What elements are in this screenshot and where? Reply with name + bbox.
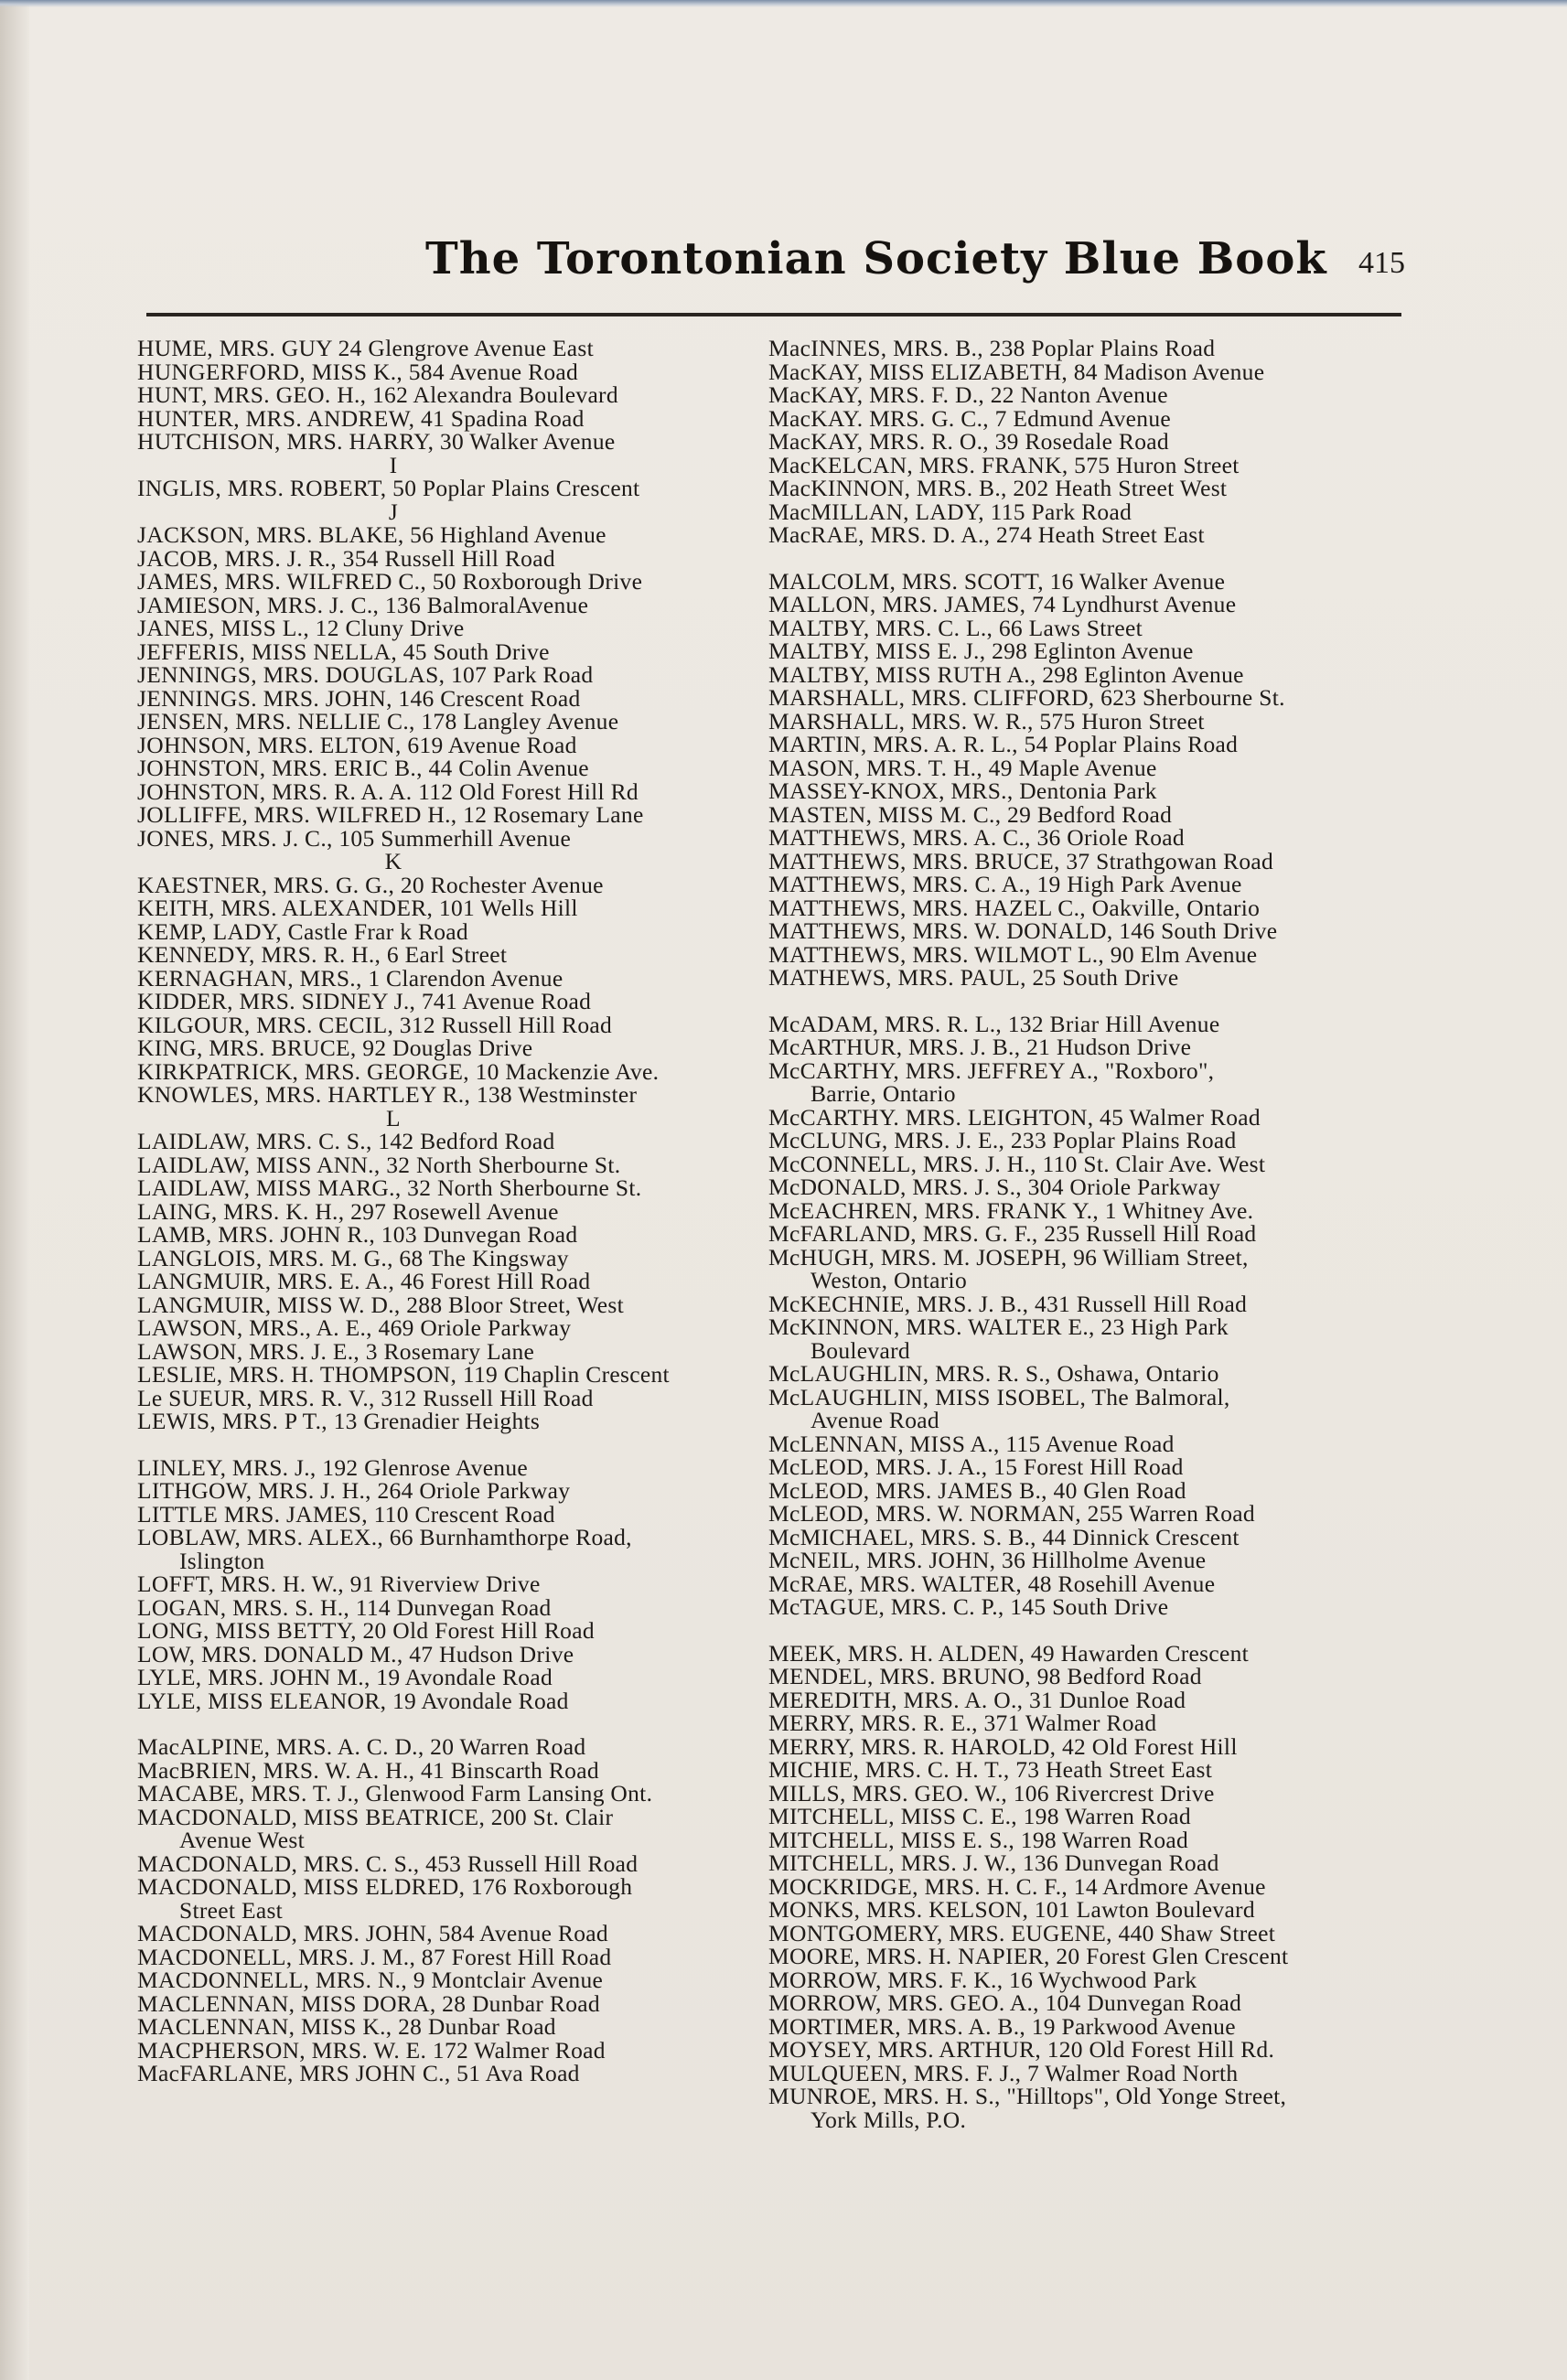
directory-entry: JOLLIFFE, MRS. WILFRED H., 12 Rosemary Lane [137,801,644,828]
directory-entry: MACDONALD, MISS ELDRED, 176 Roxborough [137,1873,633,1900]
directory-entry: JONES, MRS. J. C., 105 Summerhill Avenue [137,824,572,852]
directory-entry: MORTIMER, MRS. A. B., 19 Parkwood Avenue [768,2012,1236,2040]
directory-entry: MACABE, MRS. T. J., Glenwood Farm Lansing Ont. [137,1780,653,1806]
directory-entry: MACDONALD, MRS. C. S., 453 Russell Hill Road [137,1849,639,1877]
directory-entry: MALLON, MRS. JAMES, 74 Lyndhurst Avenue [768,591,1237,617]
running-title: The Torontonian Society Blue Book [425,233,1327,284]
directory-entry: MALTBY, MISS E. J., 298 Eglinton Avenue [768,638,1194,664]
directory-entry: MERRY, MRS. R. E., 371 Walmer Road [768,1710,1157,1736]
section-gap [137,1712,778,1735]
directory-entry: MATHEWS, MRS. PAUL, 25 South Drive [768,964,1179,991]
directory-entry: McMICHAEL, MRS. S. B., 44 Dinnick Crescent [768,1523,1240,1550]
directory-entry: MOORE, MRS. H. NAPIER, 20 Forest Glen Crescent [768,1943,1289,1969]
directory-entry: MITCHELL, MRS. J. W., 136 Dunvegan Road [768,1849,1219,1876]
directory-entry: MALTBY, MISS RUTH A., 298 Eglinton Avenue [768,660,1244,688]
directory-entry: KERNAGHAN, MRS., 1 Clarendon Avenue [137,964,563,992]
directory-entry: McLAUGHLIN, MRS. R. S., Oshawa, Ontario [768,1360,1219,1387]
directory-entry: HUNTER, MRS. ANDREW, 41 Spadina Road [137,404,585,432]
directory-entry: LOGAN, MRS. S. H., 114 Dunvegan Road [137,1593,552,1621]
directory-entry: LITTLE MRS. JAMES, 110 Crescent Road [137,1500,555,1528]
directory-entry: MONTGOMERY, MRS. EUGENE, 440 Shaw Street [768,1919,1276,1946]
directory-entry: LONG, MISS BETTY, 20 Old Forest Hill Road [137,1617,595,1644]
directory-entry: MacMILLAN, LADY, 115 Park Road [768,498,1132,525]
directory-entry: MORROW, MRS. F. K., 16 Wychwood Park [768,1966,1197,1993]
section-letter: J [388,498,399,525]
directory-entry: HUNGERFORD, MISS K., 584 Avenue Road [137,358,579,385]
directory-entry: KENNEDY, MRS. R. H., 6 Earl Street [137,941,508,968]
directory-entry: MATTHEWS, MRS. C. A., 19 High Park Avenue [768,871,1242,897]
directory-entry: JOHNSON, MRS. ELTON, 619 Avenue Road [137,731,577,758]
directory-entry: MacFARLANE, MRS JOHN C., 51 Ava Road [137,2060,580,2086]
directory-entry: McTAGUE, MRS. C. P., 145 South Drive [768,1593,1169,1620]
directory-entry-continuation: Boulevard [810,1336,910,1364]
directory-entry: LOFFT, MRS. H. W., 91 Riverview Drive [137,1571,541,1597]
directory-entry: MACDONELL, MRS. J. M., 87 Forest Hill Road [137,1943,612,1970]
directory-entry: MONKS, MRS. KELSON, 101 Lawton Boulevard [768,1896,1255,1923]
directory-entry: KEITH, MRS. ALEXANDER, 101 Wells Hill [137,895,578,921]
directory-entry-continuation: Islington [179,1547,265,1574]
directory-entry: McFARLAND, MRS. G. F., 235 Russell Hill Road [768,1220,1257,1247]
directory-entry: MARSHALL, MRS. CLIFFORD, 623 Sherbourne St. [768,684,1285,711]
directory-entry: KEMP, LADY, Castle Frar k Road [137,917,468,945]
directory-entry: JOHNSTON, MRS. R. A. A. 112 Old Forest Hill Rd [137,777,639,805]
section-gap [768,1619,1427,1642]
directory-entry: HUNT, MRS. GEO. H., 162 Alexandra Boulevard [137,381,618,408]
directory-entry: MUNROE, MRS. H. S., "Hilltops", Old Yonge Street, [768,2083,1287,2109]
directory-entry: McLAUGHLIN, MISS ISOBEL, The Balmoral, [768,1383,1230,1410]
directory-entry-continuation: Weston, Ontario [810,1267,967,1293]
directory-entry: JAMIESON, MRS. J. C., 136 BalmoralAvenue [137,591,589,618]
directory-entry-continuation: York Mills, P.O. [810,2106,967,2133]
directory-entry: JACOB, MRS. J. R., 354 Russell Hill Road [137,544,555,572]
directory-entry-continuation: Avenue West [179,1827,305,1853]
directory-entry: LAIDLAW, MRS. C. S., 142 Bedford Road [137,1128,555,1154]
directory-entry: MERRY, MRS. R. HAROLD, 42 Old Forest Hill [768,1732,1238,1760]
directory-entry: MacALPINE, MRS. A. C. D., 20 Warren Road [137,1733,586,1760]
directory-entry: MARTIN, MRS. A. R. L., 54 Poplar Plains Road [768,731,1239,757]
directory-entry: KNOWLES, MRS. HARTLEY R., 138 Westminster [137,1081,638,1108]
directory-entry: MacKAY. MRS. G. C., 7 Edmund Avenue [768,404,1172,432]
directory-entry: MATTHEWS, MRS. A. C., 36 Oriole Road [768,824,1185,851]
directory-entry-continuation: Avenue Road [810,1407,939,1433]
directory-entry: MULQUEEN, MRS. F. J., 7 Walmer Road North [768,2059,1239,2086]
directory-entry: MASTEN, MISS M. C., 29 Bedford Road [768,800,1173,828]
directory-entry: MACLENNAN, MISS K., 28 Dunbar Road [137,2013,556,2040]
directory-entry: LEWIS, MRS. P T., 13 Grenadier Heights [137,1408,541,1434]
directory-entry: McLEOD, MRS. W. NORMAN, 255 Warren Road [768,1500,1255,1527]
directory-entry: MENDEL, MRS. BRUNO, 98 Bedford Road [768,1663,1202,1689]
directory-entry: MARSHALL, MRS. W. R., 575 Huron Street [768,707,1205,734]
directory-entry: McLEOD, MRS. JAMES B., 40 Glen Road [768,1476,1186,1504]
section-letter: K [384,848,402,874]
section-gap [768,547,1427,570]
directory-entry: JACKSON, MRS. BLAKE, 56 Highland Avenue [137,521,606,548]
directory-entry: MICHIE, MRS. C. H. T., 73 Heath Street East [768,1756,1213,1783]
directory-entry: LAIDLAW, MISS ANN., 32 North Sherbourne St. [137,1151,621,1178]
directory-entry: MacBRIEN, MRS. W. A. H., 41 Binscarth Road [137,1756,599,1784]
section-letter: I [389,451,398,478]
directory-entry: KIDDER, MRS. SIDNEY J., 741 Avenue Road [137,988,592,1014]
directory-entry: MacKINNON, MRS. B., 202 Heath Street West [768,475,1228,501]
directory-entry: MASON, MRS. T. H., 49 Maple Avenue [768,754,1157,781]
page-header [137,224,1418,306]
directory-entry: LESLIE, MRS. H. THOMPSON, 119 Chaplin Crescent [137,1361,670,1388]
directory-entry: McLENNAN, MISS A., 115 Avenue Road [768,1430,1175,1457]
directory-entry: JOHNSTON, MRS. ERIC B., 44 Colin Avenue [137,755,589,781]
directory-entry: KIRKPATRICK, MRS. GEORGE, 10 Mackenzie Ave. [137,1057,660,1085]
directory-entry: MacRAE, MRS. D. A., 274 Heath Street East [768,521,1205,548]
directory-entry: MACDONNELL, MRS. N., 9 Montclair Avenue [137,1967,604,1993]
directory-entry: LAMB, MRS. JOHN R., 103 Dunvegan Road [137,1221,578,1248]
directory-entry: McKECHNIE, MRS. J. B., 431 Russell Hill Road [768,1290,1248,1317]
directory-entry: LANGMUIR, MRS. E. A., 46 Forest Hill Road [137,1268,591,1294]
directory-entry: MATTHEWS, MRS. HAZEL C., Oakville, Ontario [768,894,1261,921]
directory-entry: LINLEY, MRS. J., 192 Glenrose Avenue [137,1453,529,1481]
directory-entry: McCONNELL, MRS. J. H., 110 St. Clair Ave. West [768,1150,1266,1177]
directory-entry: HUME, MRS. GUY 24 Glengrove Avenue East [137,335,594,361]
directory-entry: McDONALD, MRS. J. S., 304 Oriole Parkway [768,1174,1221,1200]
directory-entry: KAESTNER, MRS. G. G., 20 Rochester Avenue [137,871,604,898]
directory-entry: JENSEN, MRS. NELLIE C., 178 Langley Avenue [137,708,619,734]
directory-entry: Le SUEUR, MRS. R. V., 312 Russell Hill Road [137,1384,594,1411]
directory-entry: MASSEY-KNOX, MRS., Dentonia Park [768,777,1157,804]
directory-entry: LAWSON, MRS., A. E., 469 Oriole Parkway [137,1314,572,1341]
directory-entry: JENNINGS, MRS. DOUGLAS, 107 Park Road [137,661,594,688]
directory-entry: MILLS, MRS. GEO. W., 106 Rivercrest Drive [768,1779,1215,1806]
directory-entry-continuation: Barrie, Ontario [810,1080,956,1107]
directory-entry: McRAE, MRS. WALTER, 48 Rosehill Avenue [768,1570,1216,1597]
directory-entry: MacKAY, MRS. R. O., 39 Rosedale Road [768,428,1169,455]
directory-entry: MITCHELL, MISS E. S., 198 Warren Road [768,1826,1189,1853]
directory-entry: JENNINGS. MRS. JOHN, 146 Crescent Road [137,684,581,712]
directory-column-left [137,337,778,2085]
directory-entry: MACPHERSON, MRS. W. E. 172 Walmer Road [137,2036,606,2064]
directory-entry: LAING, MRS. K. H., 297 Rosewell Avenue [137,1197,559,1225]
page-number: 415 [1358,246,1405,280]
directory-entry: LAIDLAW, MISS MARG., 32 North Sherbourne St. [137,1174,642,1201]
directory-entry: MEREDITH, MRS. A. O., 31 Dunloe Road [768,1686,1186,1713]
directory-entry-continuation: Street East [179,1896,284,1924]
page-top-edge [0,0,1567,7]
directory-entry: McADAM, MRS. R. L., 132 Briar Hill Avenue [768,1010,1220,1037]
directory-entry: LITHGOW, MRS. J. H., 264 Oriole Parkway [137,1477,571,1504]
section-letter: L [386,1104,401,1131]
directory-entry: MEEK, MRS. H. ALDEN, 49 Hawarden Crescent [768,1639,1250,1667]
directory-entry: MacKAY, MISS ELIZABETH, 84 Madison Avenue [768,358,1265,385]
directory-entry: MACLENNAN, MISS DORA, 28 Dunbar Road [137,1989,600,2017]
directory-entry: LOW, MRS. DONALD M., 47 Hudson Drive [137,1640,574,1667]
directory-entry: INGLIS, MRS. ROBERT, 50 Poplar Plains Crescent [137,475,640,501]
directory-entry: McKINNON, MRS. WALTER E., 23 High Park [768,1313,1229,1340]
directory-entry: MORROW, MRS. GEO. A., 104 Dunvegan Road [768,1989,1242,2016]
directory-entry: MATTHEWS, MRS. W. DONALD, 146 South Drive [768,917,1278,944]
directory-entry: McEACHREN, MRS. FRANK Y., 1 Whitney Ave. [768,1196,1254,1224]
directory-entry: MOCKRIDGE, MRS. H. C. F., 14 Ardmore Avenue [768,1872,1266,1900]
directory-entry: McLEOD, MRS. J. A., 15 Forest Hill Road [768,1453,1184,1480]
directory-entry: LYLE, MRS. JOHN M., 19 Avondale Road [137,1664,553,1690]
directory-entry: McCARTHY, MRS. JEFFREY A., "Roxboro", [768,1056,1215,1084]
directory-entry: McCLUNG, MRS. J. E., 233 Poplar Plains Road [768,1127,1237,1153]
directory-entry: MATTHEWS, MRS. WILMOT L., 90 Elm Avenue [768,940,1258,968]
directory-entry: KING, MRS. BRUCE, 92 Douglas Drive [137,1035,533,1061]
header-rule [146,313,1401,316]
directory-entry: McCARTHY. MRS. LEIGHTON, 45 Walmer Road [768,1103,1261,1131]
directory-entry: LANGMUIR, MISS W. D., 288 Bloor Street, West [137,1291,625,1318]
directory-entry: McHUGH, MRS. M. JOSEPH, 96 William Street, [768,1243,1249,1270]
section-gap [768,990,1427,1013]
directory-entry: MITCHELL, MISS C. E., 198 Warren Road [768,1803,1191,1829]
directory-entry: MacKAY, MRS. F. D., 22 Nanton Avenue [768,381,1168,408]
directory-entry: LAWSON, MRS. J. E., 3 Rosemary Lane [137,1337,535,1365]
directory-entry: MATTHEWS, MRS. BRUCE, 37 Strathgowan Road [768,847,1274,874]
directory-entry: MacINNES, MRS. B., 238 Poplar Plains Road [768,335,1216,361]
page-gutter-shadow [0,0,29,2380]
directory-entry: MACDONALD, MRS. JOHN, 584 Avenue Road [137,1920,608,1946]
directory-entry: MacKELCAN, MRS. FRANK, 575 Huron Street [768,451,1240,478]
directory-entry: MALTBY, MRS. C. L., 66 Laws Street [768,614,1143,641]
directory-column-right [768,337,1427,2131]
directory-entry: MALCOLM, MRS. SCOTT, 16 Walker Avenue [768,567,1226,595]
directory-entry: JEFFERIS, MISS NELLA, 45 South Drive [137,638,550,665]
directory-entry: HUTCHISON, MRS. HARRY, 30 Walker Avenue [137,428,616,455]
directory-entry: MACDONALD, MISS BEATRICE, 200 St. Clair [137,1803,614,1830]
directory-entry: KILGOUR, MRS. CECIL, 312 Russell Hill Road [137,1011,613,1038]
directory-entry: McARTHUR, MRS. J. B., 21 Hudson Drive [768,1034,1192,1060]
directory-entry: LOBLAW, MRS. ALEX., 66 Burnhamthorpe Road, [137,1524,632,1550]
directory-entry: MOYSEY, MRS. ARTHUR, 120 Old Forest Hill Rd. [768,2036,1275,2063]
directory-entry: LANGLOIS, MRS. M. G., 68 The Kingsway [137,1244,569,1271]
directory-entry: McNEIL, MRS. JOHN, 36 Hillholme Avenue [768,1547,1207,1573]
directory-entry: LYLE, MISS ELEANOR, 19 Avondale Road [137,1687,569,1714]
directory-entry: JAMES, MRS. WILFRED C., 50 Roxborough Drive [137,568,643,595]
section-gap [137,1433,778,1456]
directory-entry: JANES, MISS L., 12 Cluny Drive [137,615,465,641]
